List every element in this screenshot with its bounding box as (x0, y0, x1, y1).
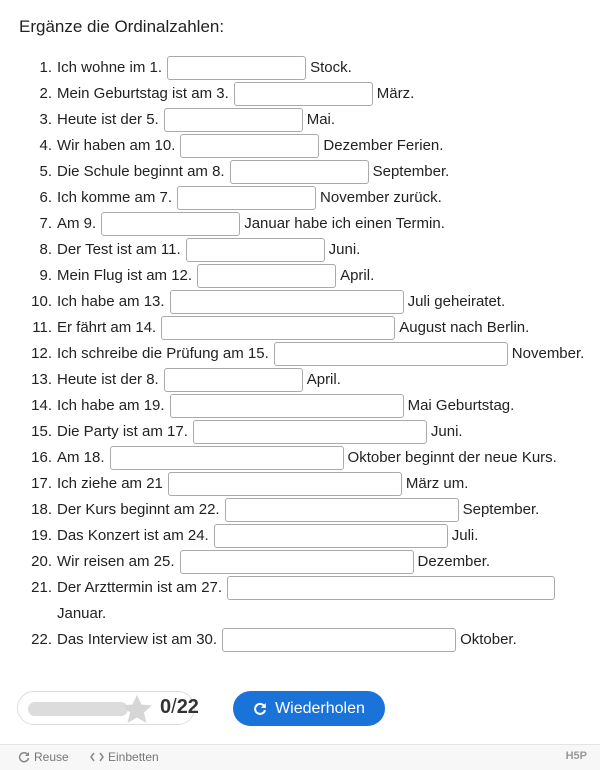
item-number: 17. (31, 475, 52, 492)
item-number: 13. (31, 371, 52, 388)
item-text-before: Heute ist der 8. (57, 371, 159, 388)
reuse-link[interactable] (18, 750, 69, 764)
item-number: 10. (31, 293, 52, 310)
embed-link[interactable] (90, 750, 159, 764)
item-text-before: Wir haben am 10. (57, 137, 176, 154)
score-bar (17, 691, 199, 725)
answer-input[interactable] (161, 316, 395, 340)
progress-bar (28, 702, 128, 716)
answer-input[interactable] (230, 160, 369, 184)
score-separator: / (171, 696, 177, 718)
list-item (0, 419, 600, 445)
item-text-before: Heute ist der 5. (57, 111, 159, 128)
item-number: 8. (39, 241, 52, 258)
item-text-after: November. (511, 345, 585, 362)
item-number: 12. (31, 345, 52, 362)
item-text-after: Mai. (306, 111, 336, 128)
item-number: 11. (32, 319, 52, 336)
item-text-before: Am 18. (57, 449, 105, 466)
item-number: 3. (39, 111, 52, 128)
list-item (0, 471, 600, 497)
answer-input[interactable] (164, 368, 303, 392)
list-item (0, 523, 600, 549)
item-text-before: Der Test ist am 11. (57, 241, 181, 258)
item-text-after: Oktober beginnt der neue Kurs. (347, 449, 557, 466)
list-item (0, 627, 600, 653)
item-text-after: Juni. (328, 241, 361, 258)
h5p-logo[interactable]: H5P (565, 750, 587, 762)
item-text-after: März um. (405, 475, 469, 492)
list-item (0, 289, 600, 315)
item-text-after: Mai Geburtstag. (407, 397, 515, 414)
item-text-after: Januar habe ich einen Termin. (244, 215, 445, 232)
list-item (0, 81, 600, 107)
item-text-before: Am 9. (57, 215, 97, 232)
score-text (160, 696, 199, 719)
item-text-after: Juni. (430, 423, 463, 440)
item-number: 16. (31, 449, 52, 466)
answer-input[interactable] (180, 550, 414, 574)
answer-input[interactable] (168, 472, 402, 496)
list-item (0, 107, 600, 133)
answer-input[interactable] (193, 420, 427, 444)
answer-input[interactable] (164, 108, 303, 132)
list-item (0, 315, 600, 341)
item-text-before: Mein Geburtstag ist am 3. (57, 85, 229, 102)
list-item (0, 133, 600, 159)
item-text-before: Mein Flug ist am 12. (57, 267, 193, 284)
retry-label: Wiederholen (275, 699, 365, 717)
item-number: 6. (39, 189, 52, 206)
item-number: 21. (31, 579, 52, 596)
item-number: 18. (31, 501, 52, 518)
list-item (0, 393, 600, 419)
item-number: 9. (39, 267, 52, 284)
item-text-after: September. (462, 501, 540, 518)
item-text-after: Dezember Ferien. (323, 137, 444, 154)
answer-input[interactable] (180, 134, 319, 158)
answer-input[interactable] (274, 342, 508, 366)
item-number: 22. (31, 631, 52, 648)
item-text-before: Ich habe am 13. (57, 293, 165, 310)
item-text-after: April. (306, 371, 341, 388)
item-text-after: Stock. (310, 59, 352, 76)
answer-input[interactable] (186, 238, 325, 262)
list-item (0, 497, 600, 523)
list-item (0, 445, 600, 471)
item-text-after: Oktober. (460, 631, 517, 648)
list-item (0, 237, 600, 263)
item-number: 5. (39, 163, 52, 180)
list-item (0, 55, 600, 81)
item-text-before: Der Arzttermin ist am 27. (57, 579, 223, 596)
item-number: 7. (39, 215, 52, 232)
item-number: 15. (31, 423, 52, 440)
list-item (0, 575, 600, 627)
item-text-before: Das Interview ist am 30. (57, 631, 218, 648)
item-text-before: Ich habe am 19. (57, 397, 165, 414)
answer-input[interactable] (167, 56, 306, 80)
reuse-icon (18, 751, 30, 763)
item-text-before: Ich schreibe die Prüfung am 15. (57, 345, 269, 362)
item-text-after: März. (376, 85, 415, 102)
retry-button[interactable] (233, 691, 385, 726)
item-number: 1. (39, 59, 52, 76)
embed-label: Einbetten (108, 750, 159, 764)
answer-input[interactable] (227, 576, 555, 600)
item-number: 20. (31, 553, 52, 570)
answer-input[interactable] (101, 212, 240, 236)
answer-input[interactable] (197, 264, 336, 288)
item-number: 19. (31, 527, 52, 544)
answer-input[interactable] (170, 394, 404, 418)
answer-input[interactable] (222, 628, 456, 652)
item-text-before: Ich wohne im 1. (57, 59, 163, 76)
code-icon (90, 751, 104, 763)
item-text-after: Dezember. (417, 553, 491, 570)
answer-input[interactable] (170, 290, 404, 314)
list-item (0, 211, 600, 237)
answer-input[interactable] (225, 498, 459, 522)
result-footer (17, 691, 583, 727)
item-text-before: Wir reisen am 25. (57, 553, 175, 570)
h5p-actions-bar (0, 744, 600, 770)
item-text-after: April. (340, 267, 375, 284)
answer-input[interactable] (177, 186, 316, 210)
item-text-after: November zurück. (320, 189, 442, 206)
item-text-after: Januar. (57, 605, 107, 622)
item-text-after: Juli. (451, 527, 479, 544)
item-text-before: Er fährt am 14. (57, 319, 157, 336)
answer-input[interactable] (234, 82, 373, 106)
star-icon (120, 694, 154, 724)
list-item (0, 549, 600, 575)
item-number: 14. (31, 397, 52, 414)
item-text-before: Ich komme am 7. (57, 189, 173, 206)
item-text-before: Der Kurs beginnt am 22. (57, 501, 220, 518)
item-text-before: Die Schule beginnt am 8. (57, 163, 225, 180)
item-text-before: Ich ziehe am 21 (57, 475, 163, 492)
list-item (0, 159, 600, 185)
retry-icon (253, 702, 267, 716)
list-item (0, 263, 600, 289)
list-item (0, 341, 600, 367)
item-text-after: August nach Berlin. (399, 319, 530, 336)
item-text-after: Juli geheiratet. (407, 293, 506, 310)
item-number: 4. (39, 137, 52, 154)
list-item (0, 367, 600, 393)
score-max: 22 (176, 696, 199, 718)
answer-input[interactable] (214, 524, 448, 548)
item-text-after: September. (372, 163, 450, 180)
reuse-label: Reuse (34, 750, 69, 764)
item-text-before: Die Party ist am 17. (57, 423, 188, 440)
task-title: Ergänze die Ordinalzahlen: (19, 17, 225, 36)
item-number: 2. (39, 85, 52, 102)
score-current: 0 (160, 696, 172, 718)
item-text-before: Das Konzert ist am 24. (57, 527, 209, 544)
item-list (0, 55, 600, 653)
answer-input[interactable] (110, 446, 344, 470)
list-item (0, 185, 600, 211)
